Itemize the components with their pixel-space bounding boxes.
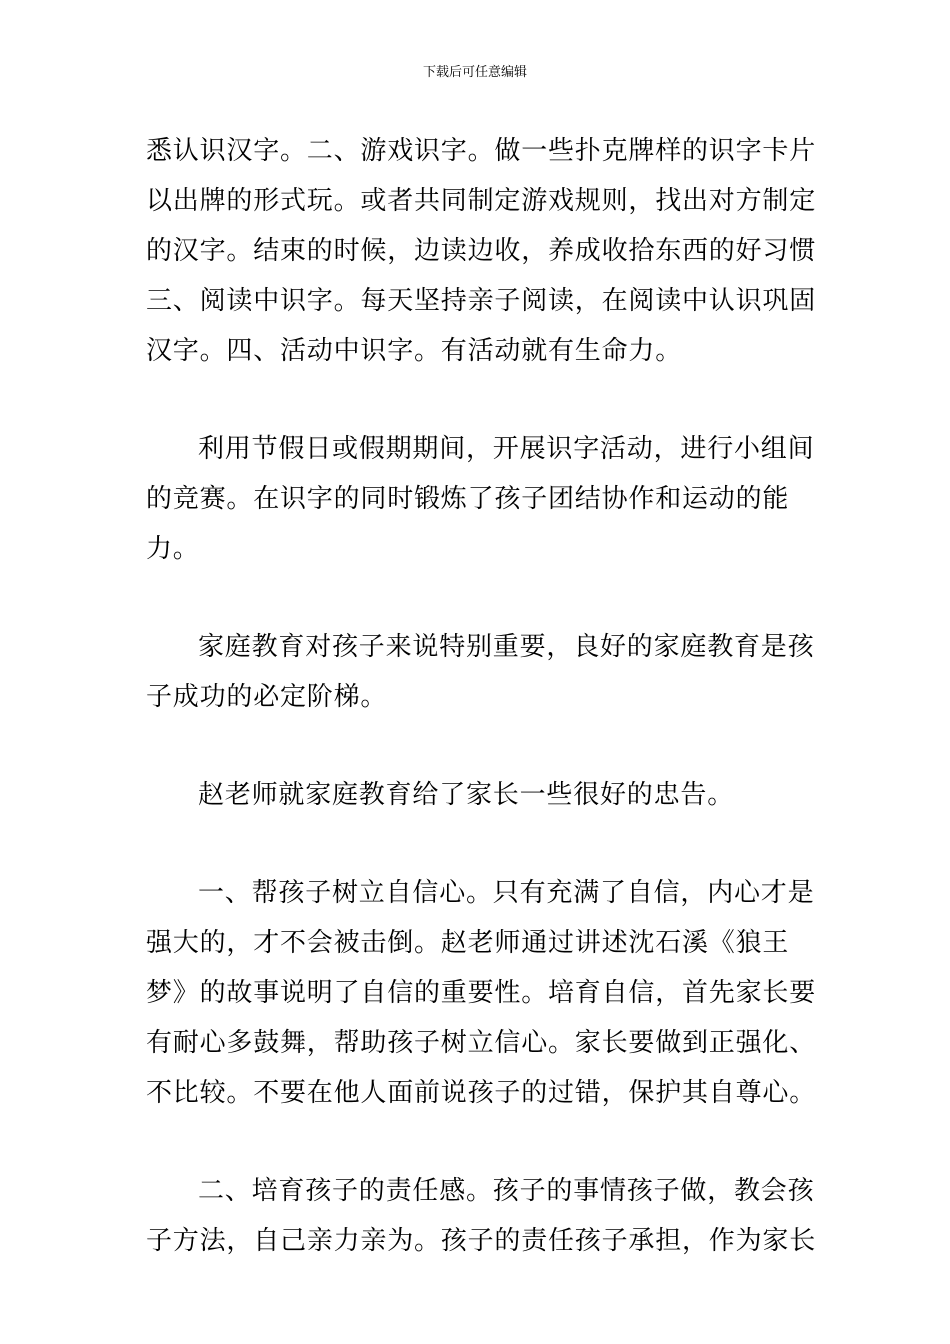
paragraph-teacher-advice: 赵老师就家庭教育给了家长一些很好的忠告。 (198, 780, 735, 810)
paragraph-confidence: 一、帮孩子树立自信心。只有充满了自信，内心才是强大的，才不会被击倒。赵老师通过讲述沈石溪《狼王梦》的故事说明了自信的重要性。培育自信，首先家长要有耐心多鼓舞，帮助孩子树立信心。家长要做到正强化、不比较。不要在他人面前说孩子的过错，保护其自尊心。 (146, 878, 817, 1108)
paragraph-activity-competition: 利用节假日或假期期间，开展识字活动，进行小组间的竞赛。在识字的同时锻炼了孩子团结协作和运动的能力。 (146, 434, 815, 564)
paragraph-continuation: 悉认识汉字。二、游戏识字。做一些扑克牌样的识字卡片以出牌的形式玩。或者共同制定游戏规则，找出对方制定的汉字。结束的时候，边读边收，养成收拾东西的好习惯三、阅读中识字。每天坚持亲子阅读，在阅读中认识巩固汉字。四、活动中识字。有活动就有生命力。 (146, 136, 817, 366)
page-header: 下载后可任意编辑 (422, 65, 527, 80)
document-body (146, 126, 816, 1266)
paragraph-family-education-importance: 家庭教育对孩子来说特别重要，良好的家庭教育是孩子成功的必定阶梯。 (146, 632, 815, 712)
paragraph-responsibility: 二、培育孩子的责任感。孩子的事情孩子做，教会孩子方法，自己亲力亲为。孩子的责任孩子承担，作为家长 (146, 1176, 817, 1256)
